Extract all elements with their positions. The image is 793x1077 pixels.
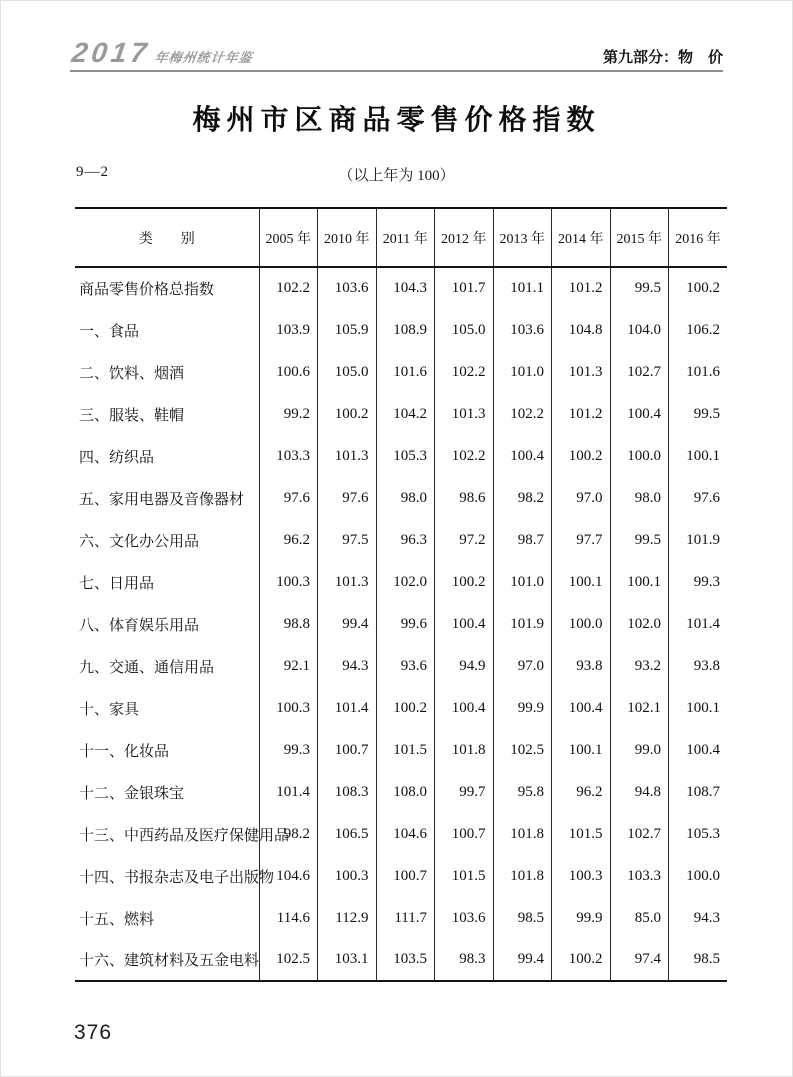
value-cell: 97.7 — [552, 519, 611, 561]
value-cell: 97.2 — [435, 519, 494, 561]
table-row — [75, 561, 727, 603]
value-cell: 100.2 — [435, 561, 494, 603]
value-cell: 102.2 — [435, 351, 494, 393]
row-label: 商品零售价格总指数 — [79, 282, 215, 298]
year-column-header: 2011 年 — [376, 208, 435, 267]
table-body — [75, 267, 727, 981]
value-cell: 100.6 — [259, 351, 318, 393]
year-column-header: 2010 年 — [318, 208, 377, 267]
value-cell: 93.8 — [552, 645, 611, 687]
value-cell: 102.2 — [435, 435, 494, 477]
page-title: 梅州市区商品零售价格指数 — [192, 105, 601, 136]
value-cell: 103.1 — [318, 939, 377, 981]
value-cell: 108.0 — [376, 771, 435, 813]
value-cell: 100.0 — [552, 603, 611, 645]
value-cell: 100.1 — [669, 435, 728, 477]
value-cell: 97.0 — [552, 477, 611, 519]
value-cell: 104.2 — [376, 393, 435, 435]
value-cell: 103.3 — [610, 855, 669, 897]
value-cell: 100.3 — [552, 855, 611, 897]
value-cell: 100.4 — [610, 393, 669, 435]
table-row — [75, 351, 727, 393]
row-label: 十四、书报杂志及电子出版物 — [79, 869, 275, 886]
value-cell: 99.5 — [669, 393, 728, 435]
row-label: 一、食品 — [79, 323, 140, 340]
logo-year: 2017 — [69, 37, 153, 68]
year-column-header: 2013 年 — [493, 208, 552, 267]
row-label: 十五、燃料 — [79, 911, 155, 928]
value-cell: 99.3 — [669, 561, 728, 603]
value-cell: 102.1 — [610, 687, 669, 729]
value-cell: 98.6 — [435, 477, 494, 519]
year-column-header: 2005 年 — [259, 208, 318, 267]
value-cell: 108.7 — [669, 771, 728, 813]
value-cell: 101.0 — [493, 351, 552, 393]
value-cell: 105.3 — [376, 435, 435, 477]
value-cell: 99.3 — [259, 729, 318, 771]
value-cell: 95.8 — [493, 771, 552, 813]
value-cell: 100.4 — [669, 729, 728, 771]
table-number: 9—2 — [76, 164, 109, 180]
value-cell: 106.2 — [669, 309, 728, 351]
value-cell: 98.7 — [493, 519, 552, 561]
value-cell: 96.2 — [552, 771, 611, 813]
value-cell: 103.6 — [318, 267, 377, 309]
value-cell: 108.9 — [376, 309, 435, 351]
value-cell: 108.3 — [318, 771, 377, 813]
value-cell: 99.5 — [610, 519, 669, 561]
value-cell: 103.6 — [493, 309, 552, 351]
value-cell: 98.3 — [435, 939, 494, 981]
table-row — [75, 729, 727, 771]
value-cell: 98.2 — [493, 477, 552, 519]
value-cell: 102.2 — [259, 267, 318, 309]
value-cell: 104.8 — [552, 309, 611, 351]
table-row — [75, 603, 727, 645]
value-cell: 103.3 — [259, 435, 318, 477]
value-cell: 102.5 — [493, 729, 552, 771]
value-cell: 103.6 — [435, 897, 494, 939]
value-cell: 97.6 — [318, 477, 377, 519]
value-cell: 100.2 — [318, 393, 377, 435]
value-cell: 99.5 — [610, 267, 669, 309]
value-cell: 97.4 — [610, 939, 669, 981]
value-cell: 85.0 — [610, 897, 669, 939]
section-label: 第九部分：物 价 — [602, 49, 723, 66]
value-cell: 93.2 — [610, 645, 669, 687]
row-label: 九、交通、通信用品 — [79, 659, 215, 676]
value-cell: 101.3 — [435, 393, 494, 435]
value-cell: 101.5 — [552, 813, 611, 855]
value-cell: 102.0 — [376, 561, 435, 603]
category-column-header: 类 别 — [75, 208, 259, 267]
value-cell: 100.7 — [376, 855, 435, 897]
value-cell: 100.1 — [552, 729, 611, 771]
table-row — [75, 519, 727, 561]
value-cell: 100.2 — [552, 435, 611, 477]
table-row — [75, 435, 727, 477]
base-note: （以上年为 100） — [338, 168, 455, 184]
value-cell: 100.3 — [259, 687, 318, 729]
value-cell: 99.9 — [552, 897, 611, 939]
value-cell: 104.3 — [376, 267, 435, 309]
value-cell: 100.4 — [552, 687, 611, 729]
row-label: 六、文化办公用品 — [79, 533, 200, 550]
value-cell: 100.4 — [435, 603, 494, 645]
value-cell: 100.2 — [669, 267, 728, 309]
value-cell: 98.5 — [493, 897, 552, 939]
value-cell: 101.6 — [669, 351, 728, 393]
table-header-row — [75, 208, 727, 267]
table-head — [75, 208, 727, 267]
value-cell: 101.4 — [318, 687, 377, 729]
value-cell: 101.0 — [493, 561, 552, 603]
value-cell: 102.7 — [610, 351, 669, 393]
value-cell: 100.1 — [552, 561, 611, 603]
value-cell: 94.9 — [435, 645, 494, 687]
value-cell: 100.2 — [376, 687, 435, 729]
table-row — [75, 687, 727, 729]
value-cell: 100.0 — [669, 855, 728, 897]
value-cell: 102.2 — [493, 393, 552, 435]
value-cell: 93.6 — [376, 645, 435, 687]
table-row — [75, 267, 727, 309]
value-cell: 99.4 — [493, 939, 552, 981]
value-cell: 101.8 — [493, 813, 552, 855]
value-cell: 92.1 — [259, 645, 318, 687]
value-cell: 101.9 — [669, 519, 728, 561]
value-cell: 102.5 — [259, 939, 318, 981]
yearbook-logo — [70, 39, 255, 67]
value-cell: 98.5 — [669, 939, 728, 981]
value-cell: 97.6 — [259, 477, 318, 519]
value-cell: 103.9 — [259, 309, 318, 351]
value-cell: 101.1 — [493, 267, 552, 309]
value-cell: 104.6 — [259, 855, 318, 897]
table-row — [75, 393, 727, 435]
value-cell: 98.0 — [610, 477, 669, 519]
row-label: 三、服装、鞋帽 — [79, 407, 185, 424]
value-cell: 105.3 — [669, 813, 728, 855]
value-cell: 104.6 — [376, 813, 435, 855]
year-column-header: 2014 年 — [552, 208, 611, 267]
value-cell: 103.5 — [376, 939, 435, 981]
value-cell: 101.3 — [318, 561, 377, 603]
value-cell: 100.4 — [435, 687, 494, 729]
price-index-table — [75, 207, 727, 982]
value-cell: 98.0 — [376, 477, 435, 519]
row-label: 七、日用品 — [79, 575, 155, 592]
value-cell: 106.5 — [318, 813, 377, 855]
value-cell: 99.0 — [610, 729, 669, 771]
value-cell: 101.8 — [493, 855, 552, 897]
value-cell: 105.9 — [318, 309, 377, 351]
table-row — [75, 855, 727, 897]
value-cell: 101.4 — [669, 603, 728, 645]
table-row — [75, 309, 727, 351]
value-cell: 100.0 — [610, 435, 669, 477]
value-cell: 97.5 — [318, 519, 377, 561]
value-cell: 99.4 — [318, 603, 377, 645]
value-cell: 101.6 — [376, 351, 435, 393]
value-cell: 98.2 — [259, 813, 318, 855]
year-column-header: 2012 年 — [435, 208, 494, 267]
row-label: 五、家用电器及音像器材 — [79, 491, 245, 508]
table-row — [75, 939, 727, 981]
value-cell: 94.3 — [318, 645, 377, 687]
table-row — [75, 813, 727, 855]
row-label: 四、纺织品 — [79, 449, 155, 466]
value-cell: 94.3 — [669, 897, 728, 939]
value-cell: 100.3 — [259, 561, 318, 603]
year-column-header: 2015 年 — [610, 208, 669, 267]
page-number: 376 — [74, 1021, 113, 1044]
value-cell: 96.2 — [259, 519, 318, 561]
value-cell: 97.6 — [669, 477, 728, 519]
value-cell: 101.8 — [435, 729, 494, 771]
value-cell: 101.2 — [552, 393, 611, 435]
value-cell: 100.1 — [610, 561, 669, 603]
row-label: 十一、化妆品 — [79, 743, 170, 760]
value-cell: 99.9 — [493, 687, 552, 729]
value-cell: 101.7 — [435, 267, 494, 309]
value-cell: 101.2 — [552, 267, 611, 309]
value-cell: 97.0 — [493, 645, 552, 687]
value-cell: 100.1 — [669, 687, 728, 729]
page-header — [70, 38, 723, 72]
value-cell: 101.3 — [552, 351, 611, 393]
row-label: 十六、建筑材料及五金电料 — [79, 953, 260, 969]
row-label: 十三、中西药品及医疗保健用品 — [79, 827, 290, 844]
table-row — [75, 771, 727, 813]
value-cell: 100.2 — [552, 939, 611, 981]
value-cell: 112.9 — [318, 897, 377, 939]
value-cell: 93.8 — [669, 645, 728, 687]
value-cell: 100.4 — [493, 435, 552, 477]
row-label: 十、家具 — [79, 701, 140, 718]
logo-suffix: 年梅州统计年鉴 — [153, 50, 254, 65]
value-cell: 94.8 — [610, 771, 669, 813]
table-row — [75, 477, 727, 519]
value-cell: 101.9 — [493, 603, 552, 645]
value-cell: 105.0 — [435, 309, 494, 351]
row-label: 八、体育娱乐用品 — [79, 617, 200, 634]
row-label: 十二、金银珠宝 — [79, 785, 185, 802]
value-cell: 99.2 — [259, 393, 318, 435]
table-row — [75, 645, 727, 687]
value-cell: 101.5 — [435, 855, 494, 897]
year-column-header: 2016 年 — [669, 208, 728, 267]
value-cell: 114.6 — [259, 897, 318, 939]
value-cell: 105.0 — [318, 351, 377, 393]
value-cell: 101.5 — [376, 729, 435, 771]
value-cell: 102.0 — [610, 603, 669, 645]
value-cell: 100.7 — [318, 729, 377, 771]
value-cell: 100.7 — [435, 813, 494, 855]
table-meta — [0, 164, 793, 185]
value-cell: 101.4 — [259, 771, 318, 813]
table-row — [75, 897, 727, 939]
row-label: 二、饮料、烟酒 — [79, 365, 185, 382]
value-cell: 111.7 — [376, 897, 435, 939]
value-cell: 100.3 — [318, 855, 377, 897]
value-cell: 99.6 — [376, 603, 435, 645]
value-cell: 101.3 — [318, 435, 377, 477]
value-cell: 102.7 — [610, 813, 669, 855]
value-cell: 104.0 — [610, 309, 669, 351]
value-cell: 96.3 — [376, 519, 435, 561]
value-cell: 98.8 — [259, 603, 318, 645]
value-cell: 99.7 — [435, 771, 494, 813]
